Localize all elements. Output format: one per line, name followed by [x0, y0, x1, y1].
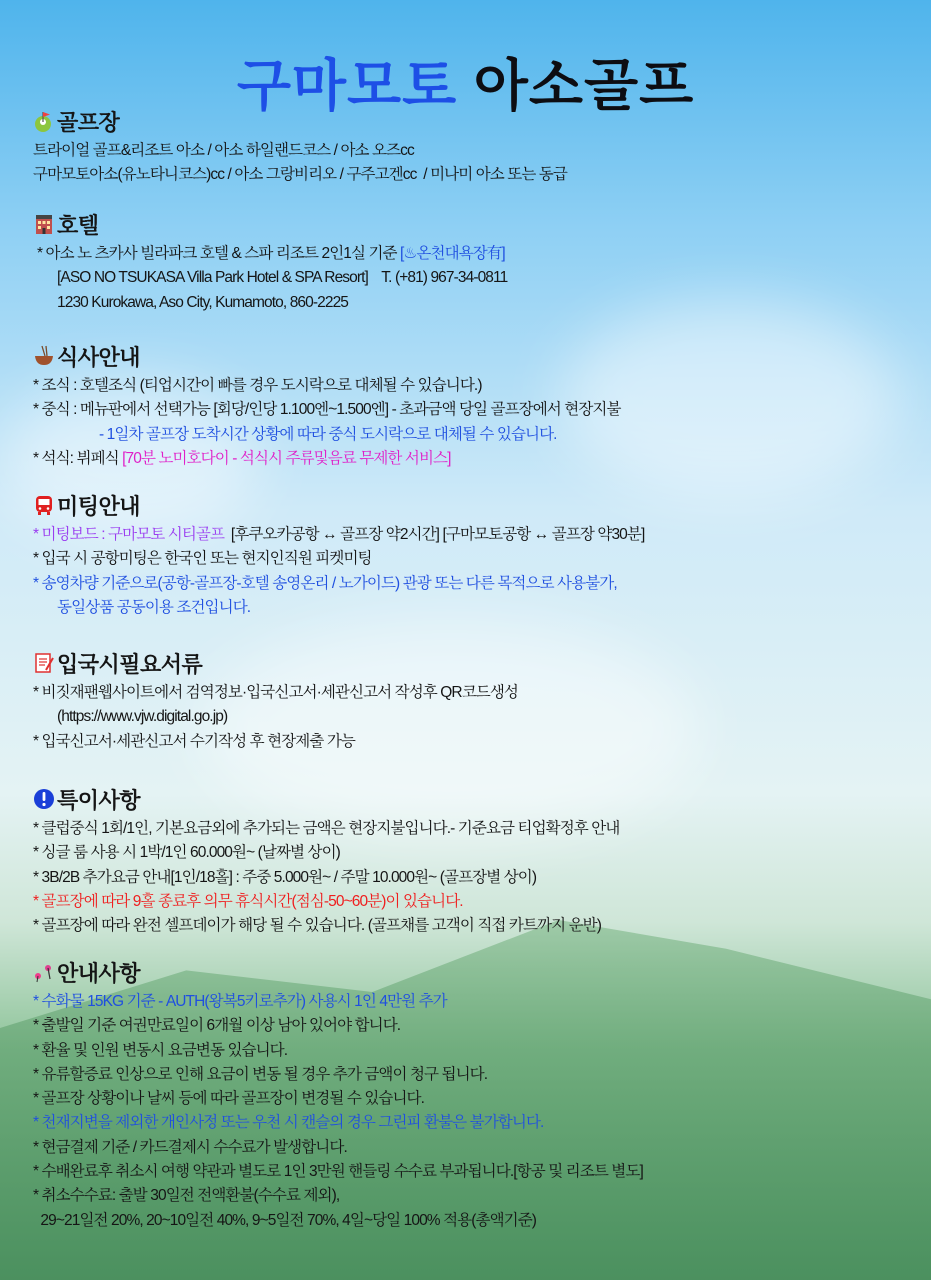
- info-line: [33, 1160, 913, 1184]
- text-segment: 동일상품 공동이용 조건입니다.: [57, 598, 251, 616]
- text-segment: 29~21일전 20%, 20~10일전 40%, 9~5일전 70%, 4일~당일 100% 적용(총액기준): [37, 1211, 537, 1229]
- text-segment: 구마모토아소(유노타니코스)cc / 아소 그랑비리오 / 구주고겐cc / 미나미 아소 또는 동급: [33, 166, 567, 184]
- info-line: [33, 1014, 913, 1038]
- section-title: 입국시필요서류: [57, 651, 203, 677]
- section-heading: [33, 107, 913, 135]
- text-segment: - 1일차 골프장 도착시간 상황에 따라 중식 도시락으로 대체될 수 있습니다.: [99, 425, 557, 443]
- text-segment: * 출발일 기준 여권만료일이 6개월 이상 남아 있어야 합니다.: [33, 1017, 401, 1035]
- info-line: [33, 523, 913, 547]
- text-segment: [후쿠오카공항 ↔ 골프장 약2시간] [구마모토공항 ↔ 골프장 약30분]: [230, 526, 645, 543]
- pushpin-icon: [33, 961, 55, 983]
- text-segment: * 미팅보드 : 구마모토 시티골프: [33, 526, 231, 543]
- info-line: [33, 705, 913, 729]
- text-segment: * 천재지변을 제외한 개인사정 또는 우천 시 캔슬의 경우 그린피 환불은 불가합니다.: [33, 1114, 544, 1132]
- text-segment: * 중식 : 메뉴판에서 선택가능 [회당/인당 1.100엔~1.500엔] - 초과금액 당일 골프장에서 현장지불: [33, 401, 621, 419]
- info-line: [33, 890, 913, 914]
- text-segment: * 조식 : 호텔조식 (티업시간이 빠를 경우 도시락으로 대체될 수 있습니다.): [33, 377, 482, 394]
- exclamation-icon: [33, 788, 55, 810]
- info-line: [33, 841, 913, 865]
- text-segment: * 골프장에 따라 9홀 종료후 의무 휴식시간(점심-50~60분)이 있습니다.: [33, 892, 463, 910]
- info-line: [33, 1063, 913, 1087]
- section-heading: [33, 958, 913, 986]
- info-line: [33, 681, 913, 705]
- section-heading: [33, 785, 913, 813]
- info-line: [33, 572, 913, 596]
- info-line: [33, 1087, 913, 1111]
- section-title: 골프장: [57, 109, 120, 135]
- bus-icon: [33, 494, 55, 516]
- title-kumamoto: 구마모토: [236, 54, 458, 117]
- text-segment: [ASO NO TSUKASA Villa Park Hotel & SPA Resort] T. (+81) 967-34-0811: [57, 269, 508, 287]
- section-title: 미팅안내: [57, 493, 141, 519]
- text-segment: * 환율 및 인원 변동시 요금변동 있습니다.: [33, 1041, 288, 1059]
- section-heading: [33, 210, 913, 238]
- section-6: [33, 785, 913, 938]
- info-line: [33, 990, 913, 1014]
- info-line: [33, 266, 913, 290]
- section-title: 안내사항: [57, 960, 141, 986]
- title-aso-golf: 아소골프: [473, 54, 695, 117]
- section-title: 호텔: [57, 212, 99, 238]
- text-segment: (https://www.vjw.digital.go.jp): [57, 708, 228, 726]
- info-line: [33, 1209, 913, 1233]
- section-heading: [33, 342, 913, 370]
- info-line: [33, 1136, 913, 1160]
- section-5: [33, 649, 913, 754]
- info-line: [33, 291, 913, 315]
- text-segment: [♨온천대욕장有]: [400, 245, 505, 262]
- info-line: [33, 139, 913, 163]
- text-segment: * 싱글 룸 사용 시 1박/1인 60.000원~ (날짜별 상이): [33, 844, 340, 862]
- section-1: [33, 107, 913, 188]
- info-line: [33, 447, 913, 471]
- section-heading: [33, 491, 913, 519]
- section-heading: [33, 649, 913, 677]
- info-line: [33, 423, 913, 447]
- text-segment: * 수화물 15KG 기준 - AUTH(왕복5키로추가) 사용시 1인 4만원 추가: [33, 993, 447, 1010]
- info-line: [33, 866, 913, 890]
- text-segment: 1230 Kurokawa, Aso City, Kumamoto, 860-2225: [57, 293, 349, 311]
- text-segment: [70분 노미호다이 - 석식시 주류및음료 무제한 서비스]: [122, 449, 451, 467]
- text-segment: * 현금결제 기준 / 카드결제시 수수료가 발생합니다.: [33, 1138, 347, 1156]
- text-segment: * 취소수수료: 출발 30일전 전액환불(수수료 제외),: [33, 1187, 340, 1205]
- section-4: [33, 491, 913, 620]
- section-2: [33, 210, 913, 315]
- info-line: [33, 817, 913, 841]
- info-line: [33, 596, 913, 620]
- meal-bowl-icon: [33, 345, 55, 367]
- text-segment: * 골프장 상황이나 날씨 등에 따라 골프장이 변경될 수 있습니다.: [33, 1090, 425, 1108]
- info-line: [33, 1039, 913, 1063]
- info-line: [33, 242, 913, 266]
- info-line: [33, 730, 913, 754]
- text-segment: * 입국 시 공항미팅은 한국인 또는 현지인직원 피켓미팅: [33, 550, 372, 568]
- info-line: [33, 547, 913, 571]
- info-line: [33, 1111, 913, 1135]
- text-segment: 트라이얼 골프&리조트 아소 / 아소 하일랜드코스 / 아소 오즈cc: [33, 142, 414, 159]
- text-segment: * 아소 노 츠카사 빌라파크 호텔 & 스파 리조트 2인1실 기준: [37, 245, 401, 262]
- document-icon: [33, 652, 55, 674]
- text-segment: * 수배완료후 취소시 여행 약관과 별도로 1인 3만원 핸들링 수수료 부과됩니다.[항공 및 리조트 별도]: [33, 1163, 643, 1181]
- section-7: [33, 958, 913, 1233]
- text-segment: * 유류할증료 인상으로 인해 요금이 변동 될 경우 추가 금액이 청구 됩니다.: [33, 1065, 488, 1083]
- text-segment: * 클럽중식 1회/1인, 기본요금외에 추가되는 금액은 현장지불입니다.- 기준요금 티업확정후 안내: [33, 820, 620, 837]
- info-line: [33, 163, 913, 187]
- text-segment: * 3B/2B 추가요금 안내[1인/18홀] : 주중 5.000원~ / 주말 10.000원~ (골프장별 상이): [33, 868, 537, 886]
- text-segment: * 비짓재팬웹사이트에서 검역정보·입국신고서·세관신고서 작성후 QR코드생성: [33, 684, 518, 701]
- section-title: 특이사항: [57, 787, 141, 813]
- section-title: 식사안내: [57, 344, 141, 370]
- info-line: [33, 914, 913, 938]
- info-line: [33, 374, 913, 398]
- text-segment: * 입국신고서·세관신고서 수기작성 후 현장제출 가능: [33, 732, 355, 750]
- text-segment: * 송영차량 기준으로(공항-골프장-호텔 송영온리 / 노가이드) 관광 또는 다른 목적으로 사용불가,: [33, 574, 617, 592]
- info-line: [33, 398, 913, 422]
- info-line: [33, 1184, 913, 1208]
- text-segment: * 골프장에 따라 완전 셀프데이가 해당 될 수 있습니다. (골프채를 고객이 직접 카트까지 운반): [33, 917, 601, 935]
- hotel-icon: [33, 213, 55, 235]
- text-segment: * 석식: 뷔페식: [33, 449, 123, 467]
- golf-icon: [33, 110, 55, 132]
- section-3: [33, 342, 913, 471]
